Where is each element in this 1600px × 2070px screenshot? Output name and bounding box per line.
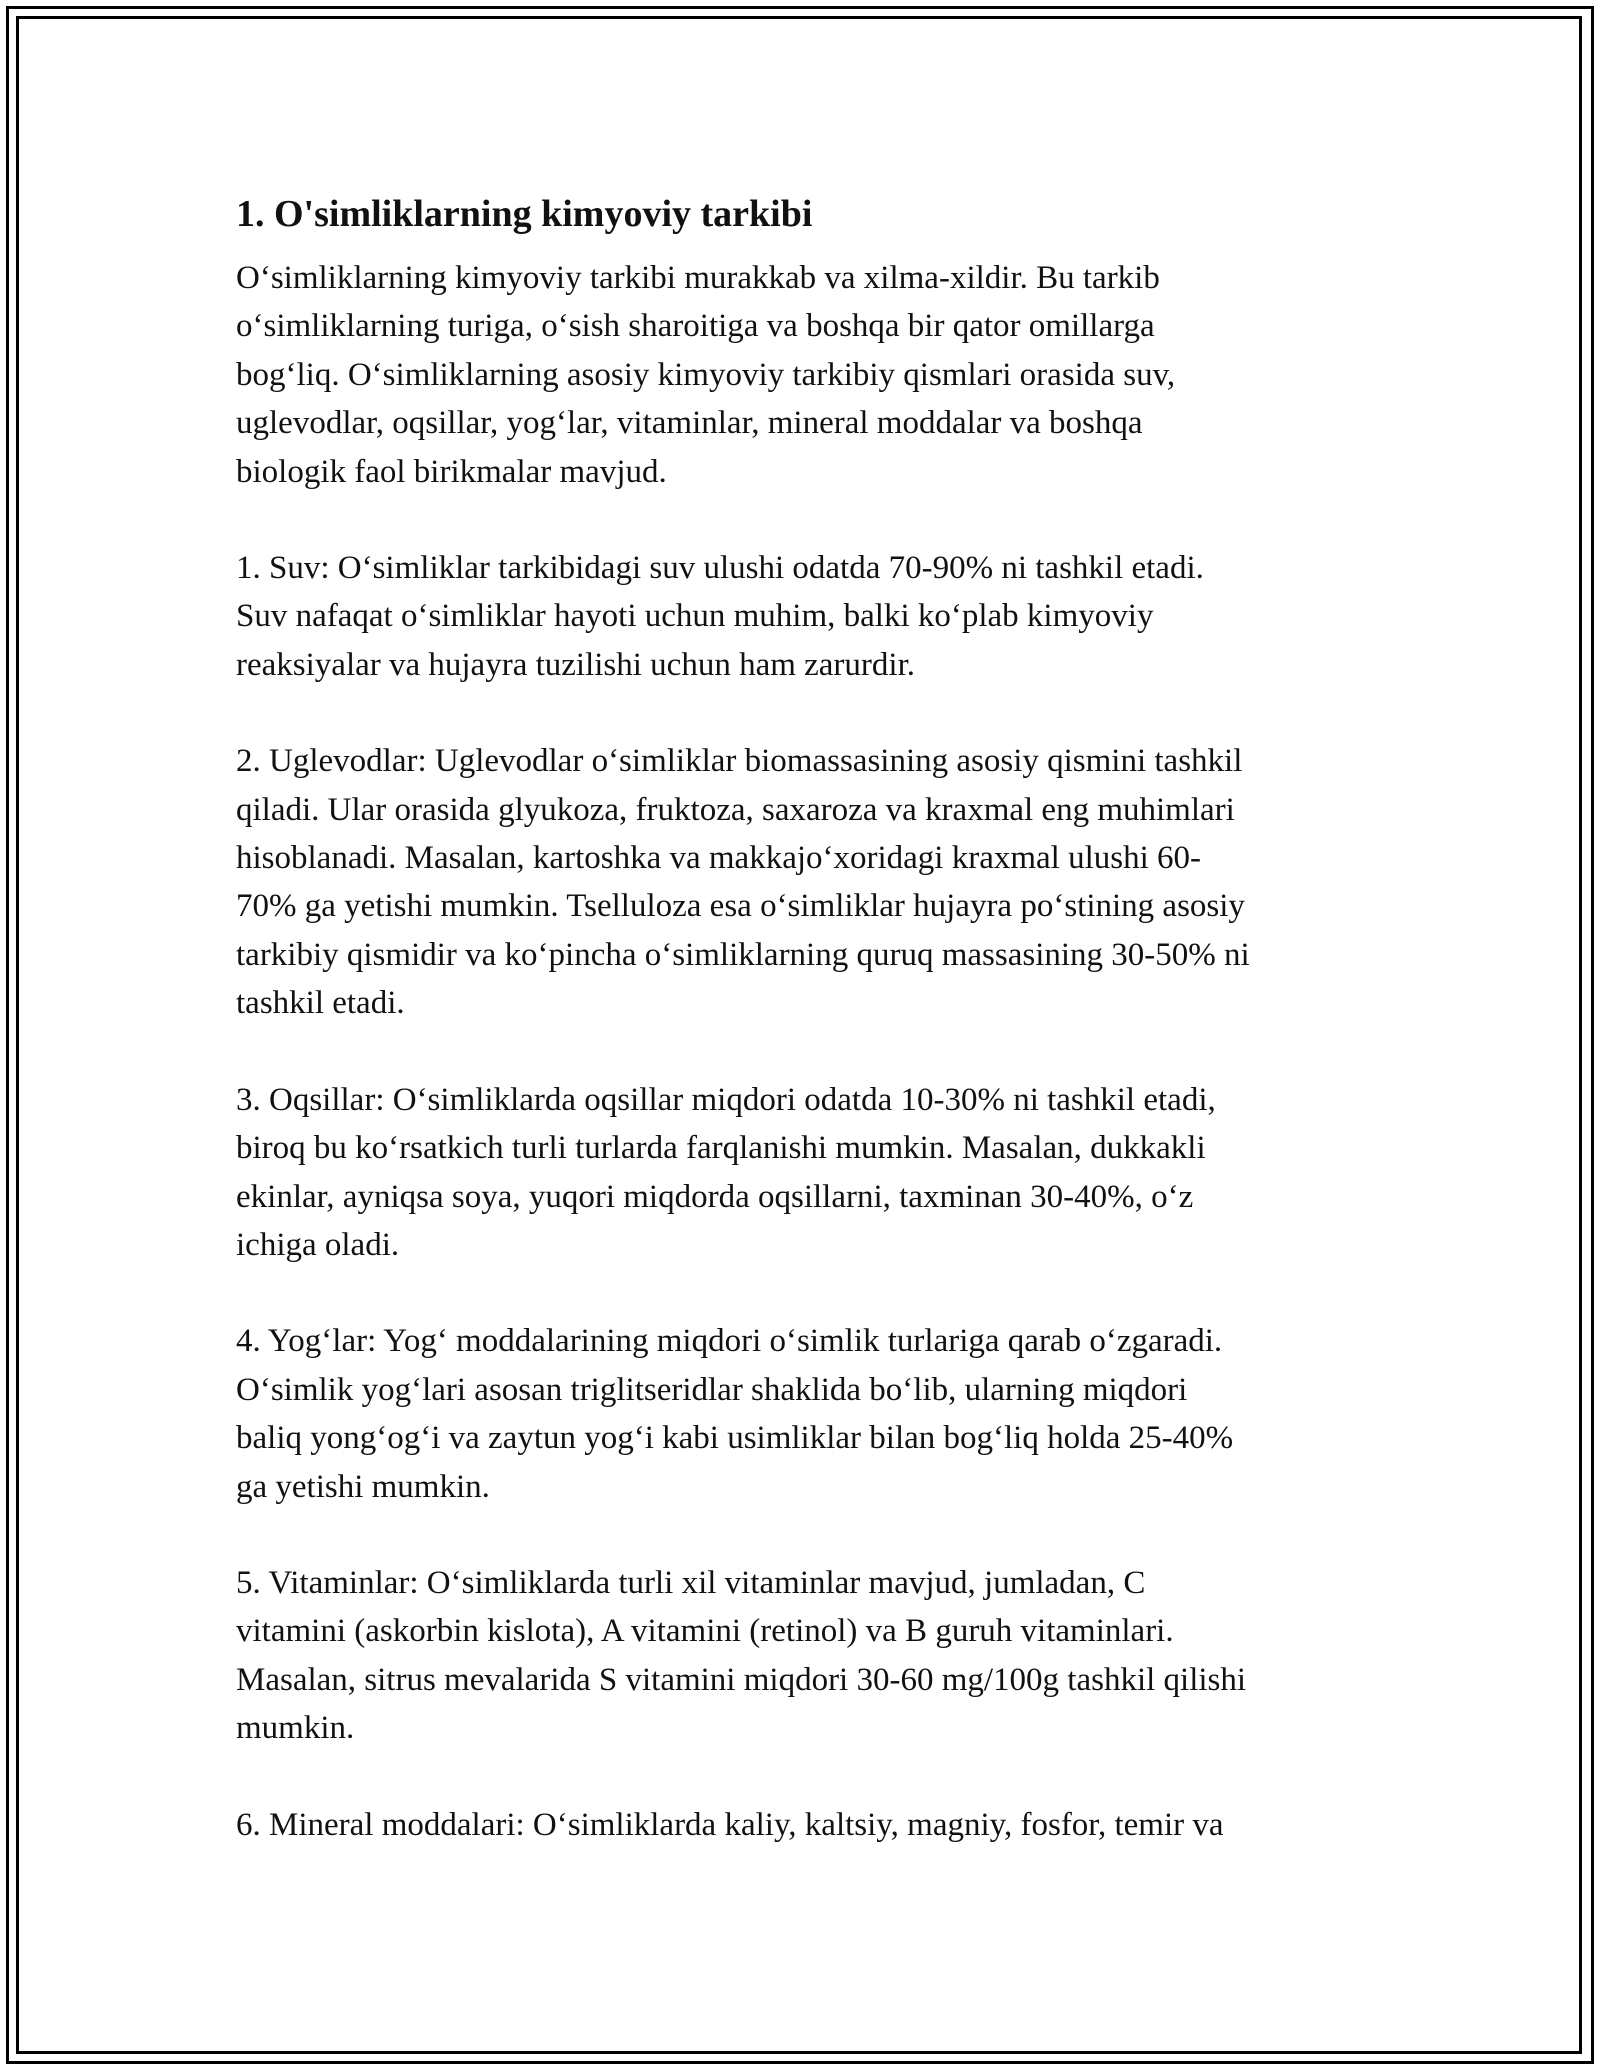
text-line: reaksiyalar va hujayra tuzilishi uchun ham zarurdir. <box>236 646 915 683</box>
text-line: qiladi. Ular orasida glyukoza, fruktoza, saxaroza va kraxmal eng muhimlari <box>236 791 1235 828</box>
text-line: Masalan, sitrus mevalarida S vitamini miqdori 30-60 mg/100g tashkil qilishi <box>236 1661 1247 1698</box>
text-line: biologik faol birikmalar mavjud. <box>236 453 667 490</box>
text-line: uglevodlar, oqsillar, yog‘lar, vitaminlar, mineral moddalar va boshqa <box>236 405 1143 442</box>
text-line: 1. Suv: O‘simliklar tarkibidagi suv ulushi odatda 70-90% ni tashkil etadi. <box>236 550 1204 587</box>
paragraph-minerals <box>236 1801 1376 1849</box>
paragraph-fats <box>236 1317 1376 1511</box>
text-line: ichiga oladi. <box>236 1226 400 1263</box>
text-line: biroq bu ko‘rsatkich turli turlarda farqlanishi mumkin. Masalan, dukkakli <box>236 1130 1206 1167</box>
text-line: 2. Uglevodlar: Uglevodlar o‘simliklar biomassasining asosiy qismini tashkil <box>236 743 1243 780</box>
text-line: tarkibiy qismidir va ko‘pincha o‘simliklarning quruq massasining 30-50% ni <box>236 936 1250 973</box>
text-line: o‘simliklarning turiga, o‘sish sharoitiga va boshqa bir qator omillarga <box>236 308 1155 345</box>
text-line: 4. Yog‘lar: Yog‘ moddalarining miqdori o‘simlik turlariga qarab o‘zgaradi. <box>236 1323 1223 1360</box>
paragraph-intro <box>236 254 1376 496</box>
section-heading: 1. O'simliklarning kimyoviy tarkibi <box>236 193 813 235</box>
text-line: O‘simlik yog‘lari asosan triglitseridlar shaklida bo‘lib, ularning miqdori <box>236 1371 1188 1408</box>
text-line: 5. Vitaminlar: O‘simliklarda turli xil vitaminlar mavjud, jumladan, C <box>236 1564 1146 1601</box>
paragraph-carbohydrates <box>236 737 1376 1027</box>
text-line: mumkin. <box>236 1710 355 1747</box>
paragraph-vitamins <box>236 1559 1376 1753</box>
text-line: bog‘liq. O‘simliklarning asosiy kimyoviy tarkibiy qismlari orasida suv, <box>236 356 1176 393</box>
text-line: 70% ga yetishi mumkin. Tselluloza esa o‘simliklar hujayra po‘stining asosiy <box>236 888 1245 925</box>
text-line: ekinlar, ayniqsa soya, yuqori miqdorda oqsillarni, taxminan 30-40%, o‘z <box>236 1178 1194 1215</box>
text-line: 6. Mineral moddalari: O‘simliklarda kaliy, kaltsiy, magniy, fosfor, temir va <box>236 1806 1224 1843</box>
document-body <box>236 186 1376 1897</box>
text-line: 3. Oqsillar: O‘simliklarda oqsillar miqdori odatda 10-30% ni tashkil etadi, <box>236 1081 1216 1118</box>
text-line: tashkil etadi. <box>236 985 405 1022</box>
text-line: O‘simliklarning kimyoviy tarkibi murakkab va xilma-xildir. Bu tarkib <box>236 260 1160 296</box>
text-line: baliq yong‘og‘i va zaytun yog‘i kabi usimliklar bilan bog‘liq holda 25-40% <box>236 1420 1234 1457</box>
paragraph-water <box>236 544 1376 689</box>
text-line: ga yetishi mumkin. <box>236 1468 490 1505</box>
paragraph-proteins <box>236 1076 1376 1270</box>
text-line: Suv nafaqat o‘simliklar hayoti uchun muhim, balki ko‘plab kimyoviy <box>236 598 1154 635</box>
text-line: vitamini (askorbin kislota), A vitamini (retinol) va B guruh vitaminlari. <box>236 1613 1174 1650</box>
text-line: hisoblanadi. Masalan, kartoshka va makkajo‘xoridagi kraxmal ulushi 60- <box>236 840 1202 877</box>
